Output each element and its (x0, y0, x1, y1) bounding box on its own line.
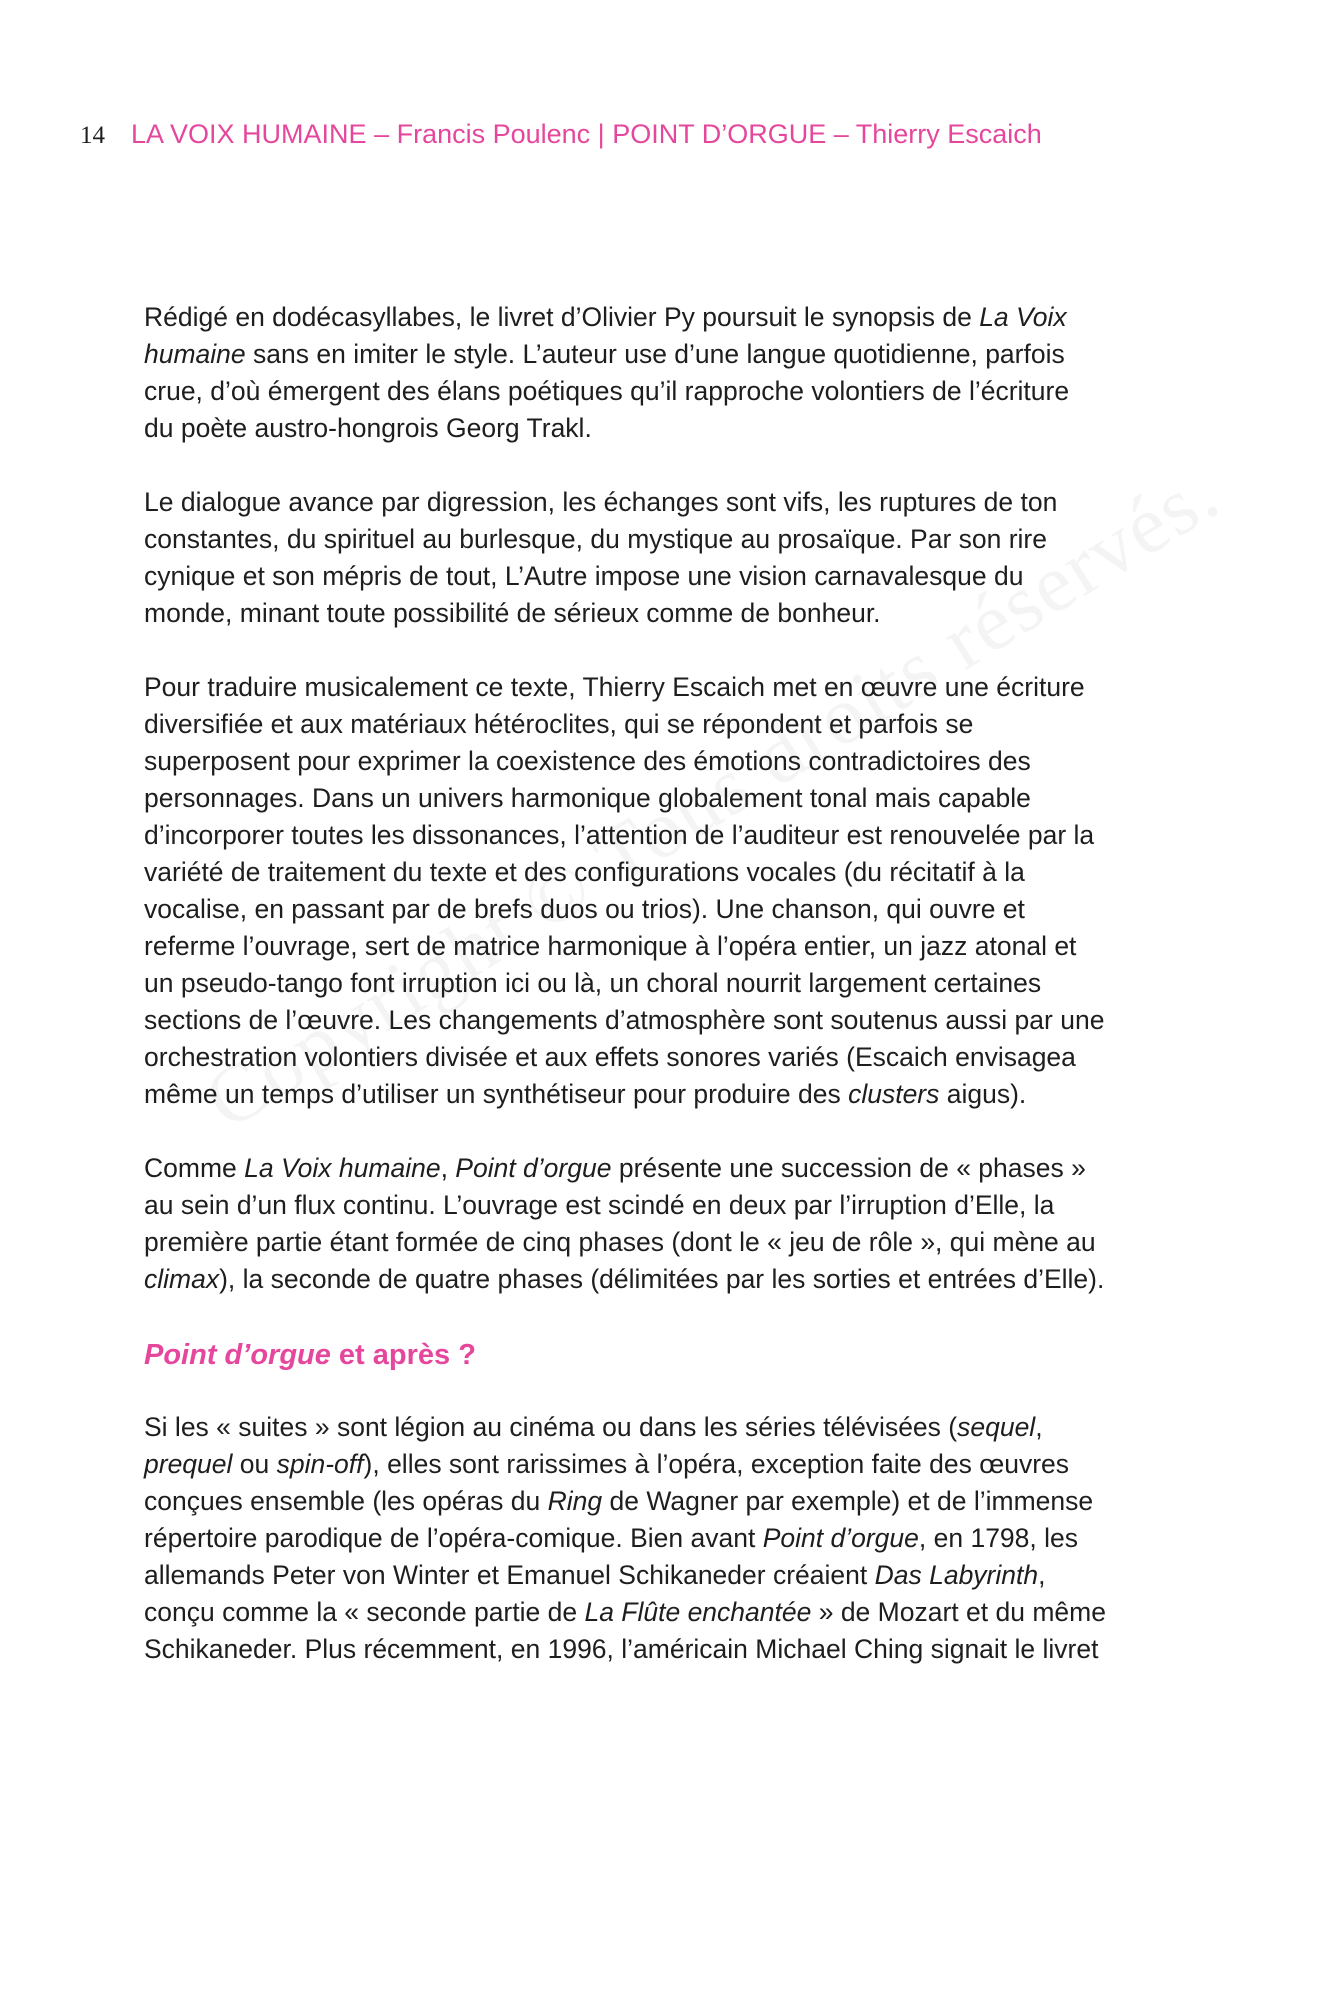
text-line (144, 336, 1194, 373)
text-run: crue, d’où émergent des élans poétiques qu’il rapproche volontiers de l’écriture (144, 376, 1070, 406)
text-run: cynique et son mépris de tout, L’Autre impose une vision carnavalesque du (144, 561, 1024, 591)
text-line (144, 1594, 1194, 1631)
text-run: Si les « suites » sont légion au cinéma ou dans les séries télévisées ( (144, 1412, 958, 1442)
text-line (144, 780, 1194, 817)
text-run: conçu comme la « seconde partie de (144, 1597, 585, 1627)
text-run: Comme (144, 1153, 245, 1183)
italic-text: La Voix humaine (244, 1153, 441, 1183)
text-run: première partie étant formée de cinq phases (dont le « jeu de rôle », qui mène au (144, 1227, 1096, 1257)
paragraph (144, 484, 1194, 632)
text-run: au sein d’un flux continu. L’ouvrage est scindé en deux par l’irruption d’Elle, la (144, 1190, 1055, 1220)
italic-text: prequel (144, 1449, 233, 1479)
text-run: conçues ensemble (les opéras du (144, 1486, 548, 1516)
running-title: LA VOIX HUMAINE – Francis Poulenc | POINT D’ORGUE – Thierry Escaich (131, 119, 1042, 149)
text-line (144, 558, 1194, 595)
page-number: 14 (80, 122, 105, 149)
text-run: , (440, 1153, 456, 1183)
section-heading-italic: Point d’orgue (144, 1339, 331, 1371)
text-run: » de Mozart et du même (811, 1597, 1106, 1627)
text-line (144, 410, 1194, 447)
italic-text: clusters (848, 1079, 940, 1109)
text-run: , en 1798, les (918, 1523, 1079, 1553)
text-run: variété de traitement du texte et des configurations vocales (du récitatif à la (144, 857, 1025, 887)
text-run: même un temps d’utiliser un synthétiseur pour produire des (144, 1079, 849, 1109)
text-run: diversifiée et aux matériaux hétéroclites, qui se répondent et parfois se (144, 709, 974, 739)
text-line (144, 669, 1194, 706)
text-line (144, 743, 1194, 780)
text-run: sans en imiter le style. L’auteur use d’une langue quotidienne, parfois (245, 339, 1065, 369)
text-line (144, 1002, 1194, 1039)
body-text (144, 299, 1194, 1705)
section-heading-rest: et après ? (330, 1339, 476, 1371)
text-run: aigus). (939, 1079, 1027, 1109)
text-line (144, 373, 1194, 410)
italic-text: climax (144, 1264, 220, 1294)
paragraph (144, 299, 1194, 447)
italic-text: Das Labyrinth (874, 1560, 1039, 1590)
text-run: personnages. Dans un univers harmonique globalement tonal mais capable (144, 783, 1031, 813)
section-paragraphs (144, 1409, 1194, 1668)
text-run: monde, minant toute possibilité de sérieux comme de bonheur. (144, 598, 881, 628)
text-run: du poète austro-hongrois Georg Trakl. (144, 413, 592, 443)
text-line (144, 1483, 1194, 1520)
text-line (144, 1187, 1194, 1224)
italic-text: La Flûte enchantée (584, 1597, 812, 1627)
italic-text: spin-off (276, 1449, 364, 1479)
text-run: Pour traduire musicalement ce texte, Thierry Escaich met en œuvre une écriture (144, 672, 1085, 702)
text-run: Le dialogue avance par digression, les échanges sont vifs, les ruptures de ton (144, 487, 1058, 517)
text-line (144, 1224, 1194, 1261)
italic-text: sequel (957, 1412, 1036, 1442)
text-line (144, 1631, 1194, 1668)
text-run: un pseudo-tango font irruption ici ou là, un choral nourrit largement certaines (144, 968, 1042, 998)
text-run: allemands Peter von Winter et Emanuel Schikaneder créaient (144, 1560, 875, 1590)
text-line (144, 1446, 1194, 1483)
paragraph (144, 1150, 1194, 1298)
text-line (144, 891, 1194, 928)
italic-text: Point d’orgue (762, 1523, 919, 1553)
text-run: vocalise, en passant par de brefs duos ou trios). Une chanson, qui ouvre et (144, 894, 1025, 924)
text-line (144, 1039, 1194, 1076)
paragraph (144, 669, 1194, 1113)
italic-text: humaine (144, 339, 246, 369)
text-line (144, 1261, 1194, 1298)
text-run: ), la seconde de quatre phases (délimitées par les sorties et entrées d’Elle). (219, 1264, 1105, 1294)
text-line (144, 1076, 1194, 1113)
text-line (144, 854, 1194, 891)
text-line (144, 1150, 1194, 1187)
italic-text: Ring (547, 1486, 603, 1516)
text-line (144, 1409, 1194, 1446)
text-run: ou (232, 1449, 277, 1479)
text-line (144, 928, 1194, 965)
italic-text: Point d’orgue (455, 1153, 612, 1183)
text-run: referme l’ouvrage, sert de matrice harmonique à l’opéra entier, un jazz atonal et (144, 931, 1077, 961)
text-line (144, 706, 1194, 743)
text-run: Rédigé en dodécasyllabes, le livret d’Olivier Py poursuit le synopsis de (144, 302, 980, 332)
intro-paragraphs (144, 299, 1194, 1298)
text-run: d’incorporer toutes les dissonances, l’attention de l’auditeur est renouvelée par la (144, 820, 1095, 850)
text-line (144, 817, 1194, 854)
text-line (144, 521, 1194, 558)
text-run: sections de l’œuvre. Les changements d’atmosphère sont soutenus aussi par une (144, 1005, 1105, 1035)
text-run: Schikaneder. Plus récemment, en 1996, l’américain Michael Ching signait le livret (144, 1634, 1099, 1664)
text-run: , (1035, 1412, 1043, 1442)
text-run: orchestration volontiers divisée et aux effets sonores variés (Escaich envisagea (144, 1042, 1076, 1072)
text-line (144, 1520, 1194, 1557)
text-line (144, 1557, 1194, 1594)
text-run: superposent pour exprimer la coexistence des émotions contradictoires des (144, 746, 1031, 776)
paragraph (144, 1409, 1194, 1668)
running-header (80, 116, 1042, 154)
text-line (144, 484, 1194, 521)
text-line (144, 965, 1194, 1002)
text-line (144, 595, 1194, 632)
text-run: constantes, du spirituel au burlesque, du mystique au prosaïque. Par son rire (144, 524, 1047, 554)
text-run: , (1038, 1560, 1046, 1590)
text-run: présente une succession de « phases » (611, 1153, 1086, 1183)
text-run: répertoire parodique de l’opéra-comique. Bien avant (144, 1523, 763, 1553)
section-heading (144, 1335, 1194, 1375)
text-run: ), elles sont rarissimes à l’opéra, exception faite des œuvres (363, 1449, 1070, 1479)
text-line (144, 299, 1194, 336)
text-run: de Wagner par exemple) et de l’immense (602, 1486, 1094, 1516)
italic-text: La Voix (979, 302, 1067, 332)
